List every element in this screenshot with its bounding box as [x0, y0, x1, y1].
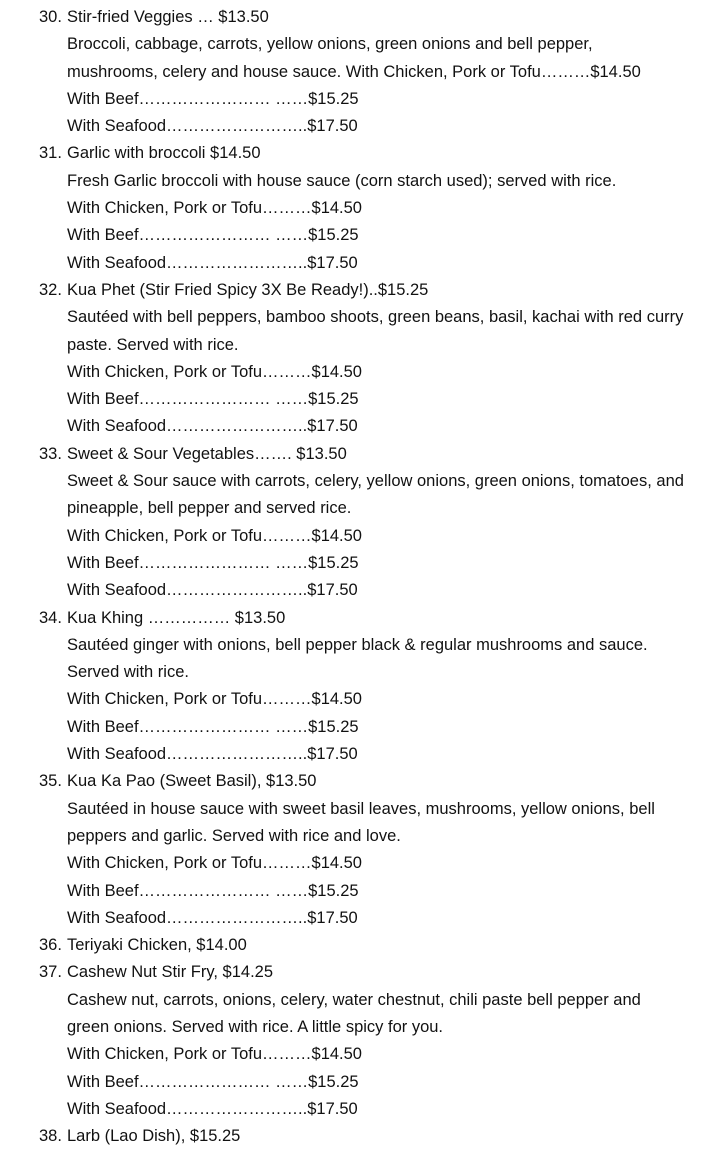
menu-item-31: [0, 140, 705, 276]
item-option: With Seafood……………………..$17.50: [67, 417, 358, 436]
item-option: With Beef…………………… ……$15.25: [67, 881, 359, 900]
item-option: With Beef…………………… ……$15.25: [67, 89, 359, 108]
menu-item-38: [0, 1123, 705, 1150]
item-title: Cashew Nut Stir Fry, $14.25: [67, 963, 274, 982]
menu-item-37: [0, 959, 705, 1123]
menu-item-30: [0, 4, 705, 140]
item-number: 32.: [39, 280, 62, 299]
item-option: With Seafood……………………..$17.50: [67, 581, 358, 600]
item-title: Sweet & Sour Vegetables……. $13.50: [67, 444, 347, 463]
item-description: Sautéed with bell peppers, bamboo shoots, green beans, basil, kachai with red curry paste. Served with rice.: [67, 308, 684, 354]
item-description: Broccoli, cabbage, carrots, yellow onions, green onions and bell pepper, mushrooms, celery and house sauce. With Chicken, Pork or Tofu………$14.50: [67, 35, 641, 81]
item-option: With Seafood……………………..$17.50: [67, 117, 358, 136]
item-number: 34.: [39, 608, 62, 627]
item-option: With Beef…………………… ……$15.25: [67, 1072, 359, 1091]
item-number: 36.: [39, 936, 62, 955]
item-title: Kua Phet (Stir Fried Spicy 3X Be Ready!)..$15.25: [67, 280, 429, 299]
item-number: 37.: [39, 963, 62, 982]
item-option: With Beef…………………… ……$15.25: [67, 717, 359, 736]
item-option: With Seafood……………………..$17.50: [67, 253, 358, 272]
menu-item-35: [0, 768, 705, 932]
item-title: Teriyaki Chicken, $14.00: [67, 936, 247, 955]
item-title: Kua Khing …………… $13.50: [67, 608, 286, 627]
item-option: With Chicken, Pork or Tofu………$14.50: [67, 526, 362, 545]
item-option: With Chicken, Pork or Tofu………$14.50: [67, 199, 362, 218]
item-title: Larb (Lao Dish), $15.25: [67, 1127, 241, 1146]
item-option: With Chicken, Pork or Tofu………$14.50: [67, 690, 362, 709]
item-description: Cashew nut, carrots, onions, celery, water chestnut, chili paste bell pepper and green onions. Served with rice. A little spicy for you.: [67, 990, 641, 1036]
item-number: 30.: [39, 8, 62, 26]
item-description: Fresh Garlic broccoli with house sauce (corn starch used); served with rice.: [67, 171, 617, 190]
item-title: Kua Ka Pao (Sweet Basil), $13.50: [67, 772, 317, 791]
menu-item-36: [0, 932, 705, 959]
item-option: With Beef…………………… ……$15.25: [67, 390, 359, 409]
item-title: Garlic with broccoli $14.50: [67, 144, 261, 163]
item-option: With Seafood……………………..$17.50: [67, 908, 358, 927]
item-option: With Chicken, Pork or Tofu………$14.50: [67, 1045, 362, 1064]
item-option: With Chicken, Pork or Tofu………$14.50: [67, 362, 362, 381]
item-number: 38.: [39, 1127, 62, 1146]
item-option: With Beef…………………… ……$15.25: [67, 226, 359, 245]
item-number: 33.: [39, 444, 62, 463]
item-number: 31.: [39, 144, 62, 163]
menu-item-34: [0, 605, 705, 769]
item-title: Stir-fried Veggies … $13.50: [67, 8, 269, 26]
item-number: 35.: [39, 772, 62, 791]
item-description: Sautéed in house sauce with sweet basil leaves, mushrooms, yellow onions, bell peppers and garlic. Served with rice and love.: [67, 799, 655, 845]
item-option: With Seafood……………………..$17.50: [67, 1099, 358, 1118]
item-description: Sweet & Sour sauce with carrots, celery, yellow onions, green onions, tomatoes, and pineapple, bell pepper and served rice.: [67, 472, 684, 518]
menu-item-32: [0, 277, 705, 441]
item-description: Sautéed ginger with onions, bell pepper black & regular mushrooms and sauce. Served with rice.: [67, 635, 648, 682]
item-option: With Seafood……………………..$17.50: [67, 745, 358, 764]
menu-item-33: [0, 441, 705, 605]
item-option: With Beef…………………… ……$15.25: [67, 553, 359, 572]
item-option: With Chicken, Pork or Tofu………$14.50: [67, 854, 362, 873]
